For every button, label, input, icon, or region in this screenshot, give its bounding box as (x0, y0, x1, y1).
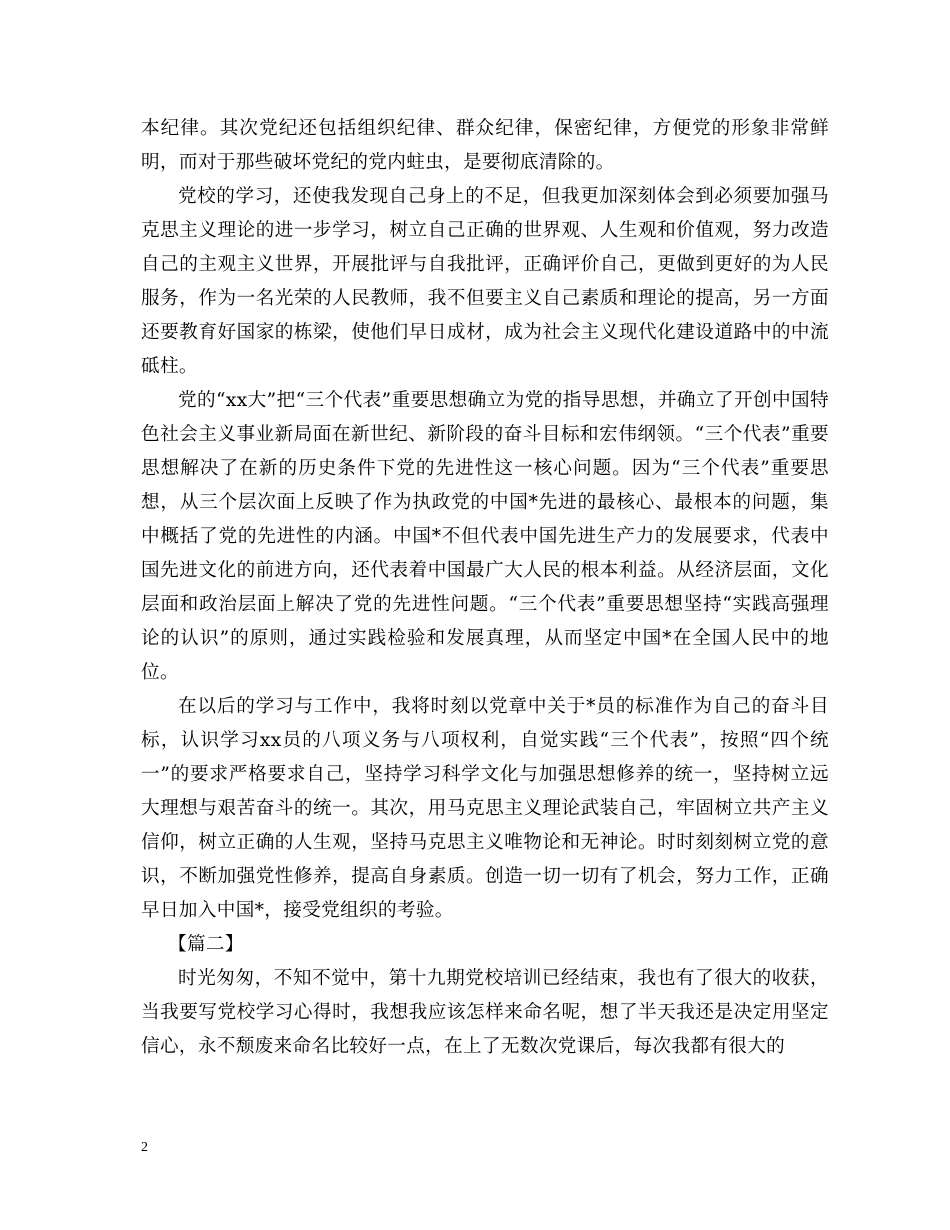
section-heading-part-two: 【篇二】 (168, 934, 244, 955)
paragraph-three-represents: 党的“xx大”把“三个代表”重要思想确立为党的指导思想，并确立了开创中国特色社会主义事业新局面在新世纪、新阶段的奋斗目标和宏伟纲领。“三个代表”重要思想解决了在新的历史条件下党的先进性这一核心问题。因为“三个代表”重要思想，从三个层次面上反映了作为执政党的中国*先进的最核心、最根本的问题，集中概括了党的先进性的内涵。中国*不但代表中国先进生产力的发展要求，代表中国先进文化的前进方向，还代表着中国最广大人民的根本利益。从经济层面，文化层面和政治层面上解决了党的先进性问题。“三个代表”重要思想坚持“实践高强理论的认识”的原则，通过实践检验和发展真理，从而坚定中国*在全国人民中的地位。 (141, 390, 829, 683)
paragraph-continued: 本纪律。其次党纪还包括组织纪律、群众纪律，保密纪律，方便党的形象非常鲜明，而对于那些破坏党纪的党内蛀虫，是要彻底清除的。 (141, 118, 829, 173)
paragraph-future-work: 在以后的学习与工作中，我将时刻以党章中关于*员的标准作为自己的奋斗目标，认识学习xx员的八项义务与八项权利，自觉实践“三个代表”，按照“四个统一”的要求严格要求自己，坚持学习科学文化与加强思想修养的统一，坚持树立远大理想与艰苦奋斗的统一。其次，用马克思主义理论武装自己，牢固树立共产主义信仰，树立正确的人生观，坚持马克思主义唯物论和无神论。时时刻刻树立党的意识，不断加强党性修养，提高自身素质。创造一切一切有了机会，努力工作，正确早日加入中国*，接受党组织的考验。 (141, 696, 829, 921)
page-number: 2 (141, 1140, 148, 1155)
paragraph-part-two-intro: 时光匆匆，不知不觉中，第十九期党校培训已经结束，我也有了很大的收获，当我要写党校学习心得时，我想我应该怎样来命名呢，想了半天我还是决定用坚定信心，永不颓废来命名比较好一点，在上了无数次党课后，每次我都有很大的 (141, 968, 829, 1057)
document-body (141, 112, 829, 1064)
paragraph-party-school-study: 党校的学习，还使我发现自己身上的不足，但我更加深刻体会到必须要加强马克思主义理论的进一步学习，树立自己正确的世界观、人生观和价值观，努力改造自己的主观主义世界，开展批评与自我批评，正确评价自己，更做到更好的为人民服务，作为一名光荣的人民教师，我不但要主义自己素质和理论的提高，另一方面还要教育好国家的栋梁，使他们早日成材，成为社会主义现代化建设道路中的中流砥柱。 (141, 186, 829, 377)
